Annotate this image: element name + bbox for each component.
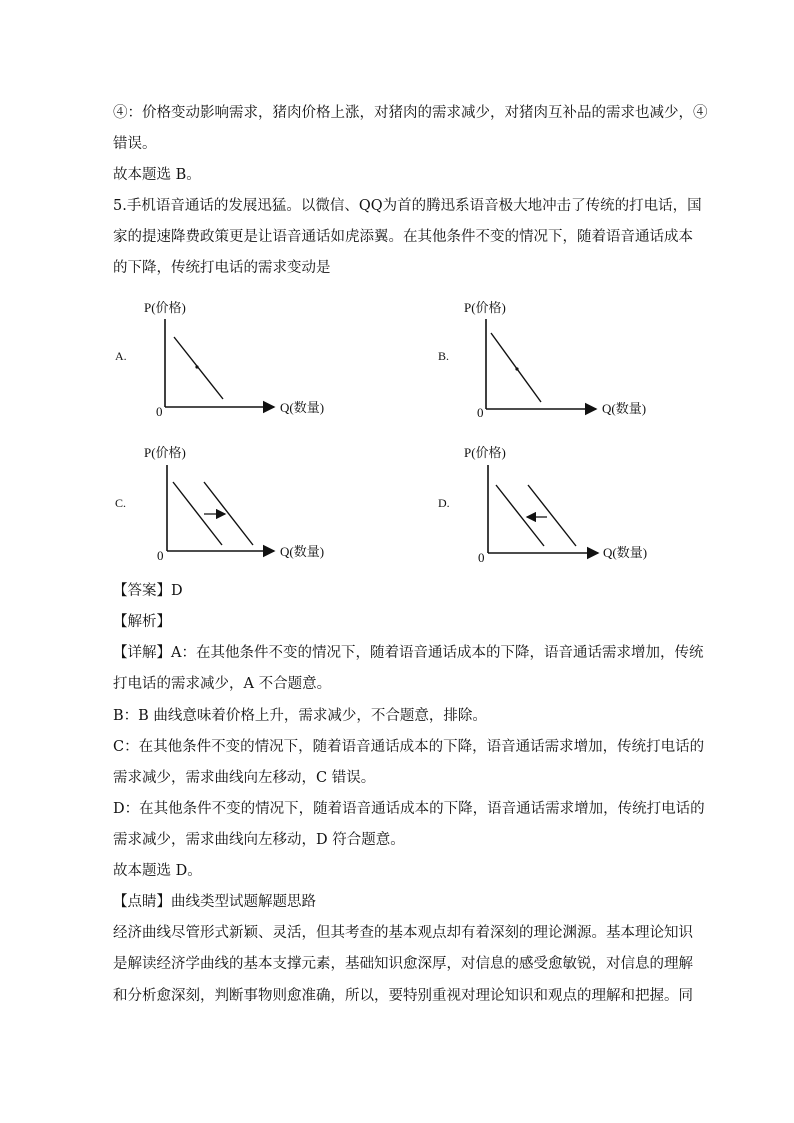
tip-line-3: 和分析愈深刻，判断事物则愈准确，所以，要特别重视对理论知识和观点的理解和把握。同	[113, 988, 693, 1004]
option-d-origin: 0	[478, 550, 485, 565]
option-b-point	[515, 367, 518, 370]
detail-line-5: 需求减少，需求曲线向左移动，C 错误。	[113, 770, 376, 786]
option-a-graph	[140, 295, 340, 420]
option-b-q-label: Q(数量)	[602, 401, 647, 416]
option-d-graph	[460, 440, 660, 565]
option-c-p-label: P(价格)	[144, 445, 186, 460]
tip-heading: 【点睛】曲线类型试题解题思路	[113, 894, 316, 910]
option-b-demand-curve	[491, 333, 541, 402]
detail-line-2: 打电话的需求减少，A 不合题意。	[113, 676, 332, 692]
detail-line-7: 需求减少，需求曲线向左移动，D 符合题意。	[113, 832, 405, 848]
option-b-label: B.	[438, 349, 450, 363]
option-d-label: D.	[438, 496, 450, 510]
question-stem-line-3: 的下降，传统打电话的需求变动是	[113, 260, 331, 276]
option-d-demand-curve-shifted	[496, 485, 544, 546]
conclusion-line: 故本题选 D。	[113, 863, 202, 879]
option-a-demand-curve	[174, 337, 223, 399]
question-stem-line-2: 家的提速降费政策更是让语音通话如虎添翼。在其他条件不变的情况下，随着语音通话成本	[113, 229, 693, 245]
option-a-label: A.	[115, 349, 127, 363]
option-c-graph	[140, 440, 340, 565]
option-a-point	[195, 365, 198, 368]
text-line-3: 故本题选 B。	[113, 167, 201, 183]
detail-line-4: C：在其他条件不变的情况下，随着语音通话成本的下降，语音通话需求增加，传统打电话的	[113, 739, 705, 755]
option-d-p-label: P(价格)	[464, 445, 506, 460]
answer-line: 【答案】D	[113, 583, 183, 599]
option-b-graph	[460, 295, 660, 420]
option-b-p-label: P(价格)	[464, 300, 506, 315]
option-a-origin: 0	[156, 404, 163, 419]
text-line-2: 错误。	[113, 136, 157, 152]
option-a-q-label: Q(数量)	[280, 400, 325, 415]
option-b-origin: 0	[477, 405, 484, 420]
detail-line-3: B：B 曲线意味着价格上升，需求减少，不合题意，排除。	[113, 708, 487, 724]
analysis-heading: 【解析】	[113, 614, 171, 630]
option-c-q-label: Q(数量)	[280, 544, 325, 559]
tip-line-2: 是解读经济学曲线的基本支撑元素，基础知识愈深厚，对信息的感受愈敏锐，对信息的理解	[113, 956, 693, 972]
option-c-label: C.	[115, 496, 127, 510]
option-c-origin: 0	[157, 548, 164, 563]
option-d-demand-curve-original	[528, 485, 576, 546]
option-a-p-label: P(价格)	[144, 300, 186, 315]
detail-line-6: D：在其他条件不变的情况下，随着语音通话成本的下降，语音通话需求增加，传统打电话的	[113, 801, 705, 817]
option-d-q-label: Q(数量)	[603, 545, 648, 560]
tip-line-1: 经济曲线尽管形式新颖、灵活，但其考查的基本观点却有着深刻的理论渊源。基本理论知识	[113, 925, 693, 941]
detail-line-1: 【详解】A：在其他条件不变的情况下，随着语音通话成本的下降，语音通话需求增加，传统	[113, 645, 704, 661]
question-stem-line-1: 5.手机语音通话的发展迅猛。以微信、QQ为首的腾迅系语音极大地冲击了传统的打电话，国	[113, 198, 702, 214]
text-line-1: ④：价格变动影响需求，猪肉价格上涨，对猪肉的需求减少，对猪肉互补品的需求也减少，④	[113, 105, 708, 121]
